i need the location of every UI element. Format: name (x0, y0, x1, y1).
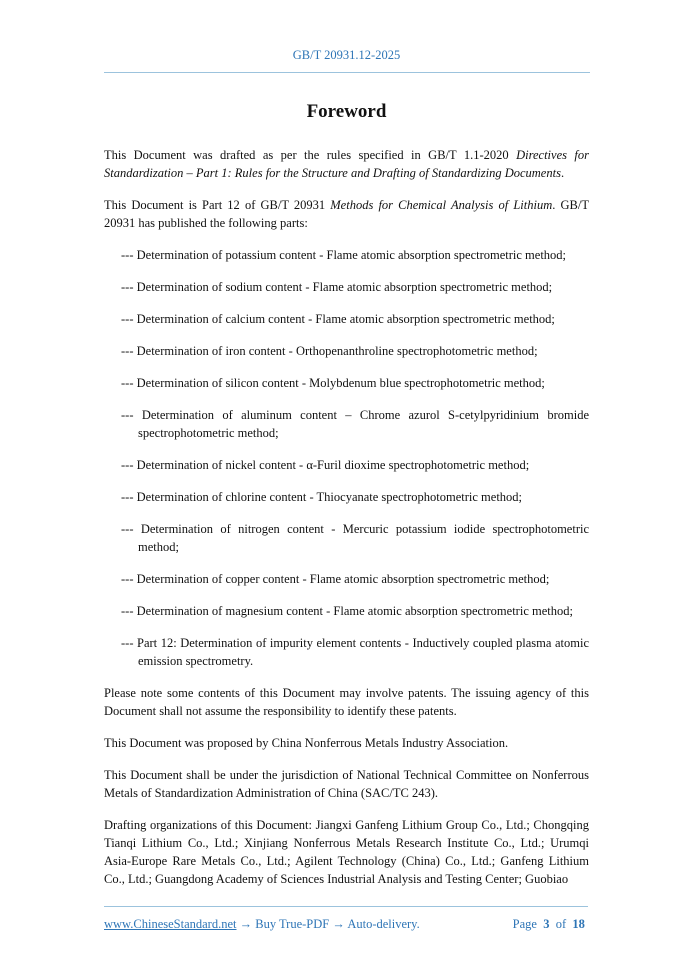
text: This Document is Part 12 of GB/T 20931 (104, 198, 331, 212)
list-item: --- Determination of calcium content - Flame atomic absorption spectrometric method; (121, 312, 555, 326)
footer-divider (104, 906, 588, 907)
paragraph-patents: Please note some contents of this Document may involve patents. The issuing agency of this Document shall not assume the responsibility to identify these patents. (104, 686, 589, 718)
website-link[interactable]: www.ChineseStandard.net (104, 917, 237, 931)
directive-title: Directives for Standardization – Part 1: Rules for the Structure and Drafting of Standardizing Documents (104, 148, 589, 180)
header-doc-code: GB/T 20931.12-2025 (292, 48, 401, 62)
text: This Document was drafted as per the rules specified in GB/T 1.1-2020 (104, 148, 517, 162)
arrow-icon: → (236, 917, 256, 931)
footer (104, 917, 588, 932)
of-label: of (555, 917, 567, 931)
paragraph-jurisdiction: This Document shall be under the jurisdiction of National Technical Committee on Nonferrous Metals of Standardization Administration of China (SAC/TC 243). (104, 768, 589, 800)
page-title: Foreword (306, 101, 387, 122)
document-body (104, 146, 589, 902)
arrow-icon: → (329, 917, 348, 931)
footer-promo (104, 917, 420, 932)
list-item: --- Determination of iron content - Orthopenanthroline spectrophotometric method; (121, 344, 538, 358)
list-item: --- Determination of nickel content - α-Furil dioxime spectrophotometric method; (121, 458, 530, 472)
list-item: --- Determination of magnesium content - Flame atomic absorption spectrometric method; (121, 604, 573, 618)
buy-text: Buy True-PDF (255, 917, 330, 931)
paragraph-drafting-rules (104, 146, 589, 182)
list-item: --- Determination of potassium content - Flame atomic absorption spectrometric method; (121, 248, 567, 262)
list-item: --- Determination of chlorine content - Thiocyanate spectrophotometric method; (121, 490, 523, 504)
list-item: --- Determination of copper content - Flame atomic absorption spectrometric method; (121, 572, 550, 586)
list-item: --- Part 12: Determination of impurity element contents - Inductively coupled plasma atomic emission spectrometry. (121, 636, 589, 668)
list-item: --- Determination of nitrogen content - Mercuric potassium iodide spectrophotometric method; (121, 522, 589, 554)
list-item: --- Determination of silicon content - Molybdenum blue spectrophotometric method; (121, 376, 545, 390)
page-label: Page (512, 917, 537, 931)
list-item: --- Determination of aluminum content – Chrome azurol S-cetylpyridinium bromide spectrophotometric method; (121, 408, 589, 440)
paragraph-part-info (104, 196, 589, 232)
list-item: --- Determination of sodium content - Flame atomic absorption spectrometric method; (121, 280, 553, 294)
total-pages: 18 (572, 917, 585, 931)
page-number: 3 (543, 917, 550, 931)
text: . (560, 166, 565, 180)
paragraph-drafting-orgs: Drafting organizations of this Document: Jiangxi Ganfeng Lithium Group Co., Ltd.; Chongqing Tianqi Lithium Co., Ltd.; Xinjiang Nonferrous Metals Research Institute Co., Ltd.; Urumqi Asia-Europe Rare Metals Co., Ltd.; Agilent Technology (China) Co., Ltd.; Ganfeng Lithium Co., Ltd.; Guangdong Academy of Sciences Industrial Analysis and Testing Center; Guobiao (104, 818, 589, 886)
text: . GB/T 20931 has published the following parts: (104, 198, 589, 230)
paragraph-proposed-by: This Document was proposed by China Nonferrous Metals Industry Association. (104, 736, 509, 750)
parts-list (104, 246, 589, 670)
header-divider (104, 72, 590, 73)
series-title: Methods for Chemical Analysis of Lithium (330, 198, 553, 212)
page-indicator (513, 917, 588, 932)
delivery-text: Auto-delivery. (347, 917, 420, 931)
